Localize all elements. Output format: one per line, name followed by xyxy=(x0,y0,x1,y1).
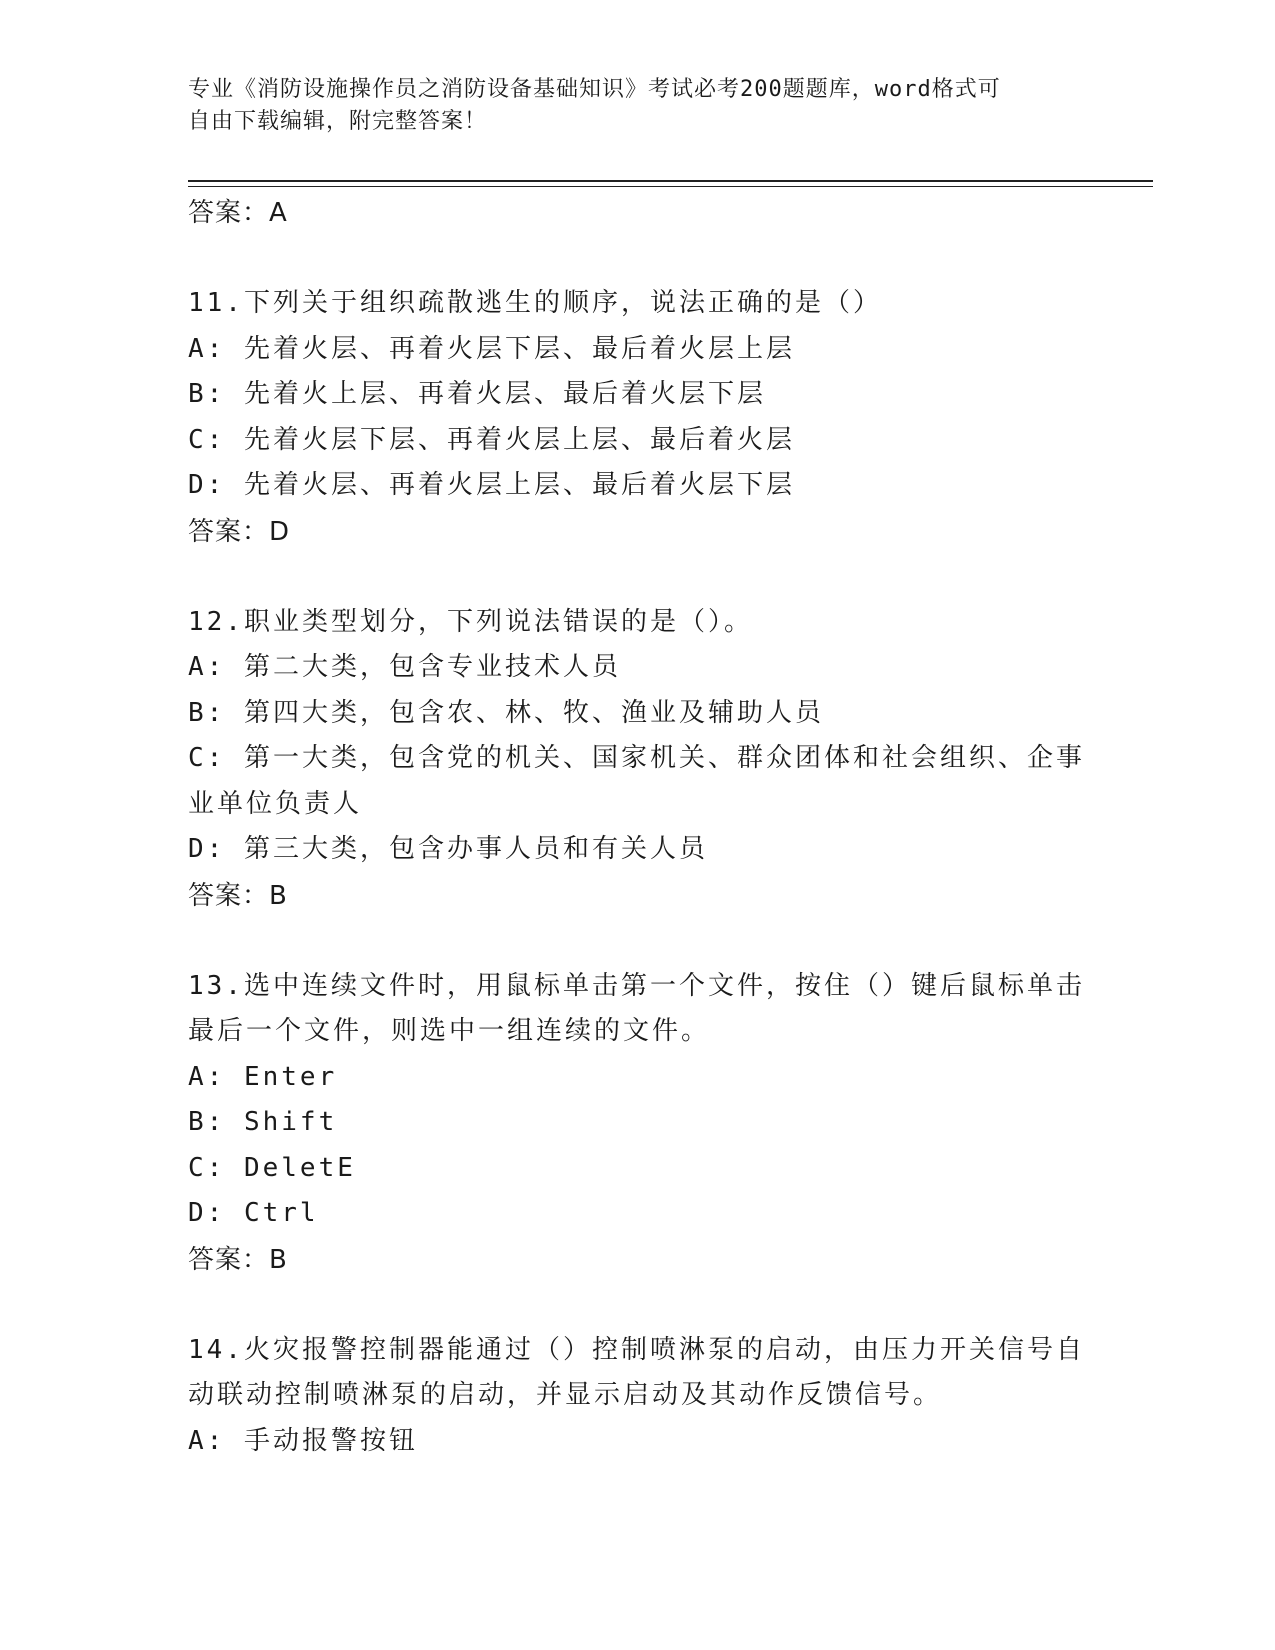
question-12-option-c: C: 第一大类，包含党的机关、国家机关、群众团体和社会组织、企事 xyxy=(188,743,1085,773)
question-12 xyxy=(188,600,1088,919)
question-14-stem-continued: 动联动控制喷淋泵的启动，并显示启动及其动作反馈信号。 xyxy=(188,1380,943,1410)
question-13-option-c: C: DeletE xyxy=(188,1152,356,1183)
question-13-option-d: D: Ctrl xyxy=(188,1198,319,1228)
header-line-1: 专业《消防设施操作员之消防设备基础知识》考试必考200题题库，word格式可 xyxy=(188,77,1001,102)
question-13-option-a: A: Enter xyxy=(188,1061,338,1092)
header-rule-thick xyxy=(188,180,1153,182)
answer-previous: 答案：A xyxy=(188,198,288,228)
document-header xyxy=(188,74,1068,138)
question-13-answer: 答案：B xyxy=(188,1244,288,1275)
spacer xyxy=(188,236,1088,281)
question-13-option-b: B: Shift xyxy=(188,1107,338,1137)
question-14-option-a: A: 手动报警按钮 xyxy=(188,1425,418,1456)
question-13 xyxy=(188,964,1088,1283)
question-14-stem: 14.火灾报警控制器能通过（）控制喷淋泵的启动，由压力开关信号自 xyxy=(188,1334,1085,1365)
question-12-answer: 答案：B xyxy=(188,880,288,911)
question-11 xyxy=(188,281,1088,555)
question-12-option-b: B: 第四大类，包含农、林、牧、渔业及辅助人员 xyxy=(188,697,824,728)
question-11-stem: 11.下列关于组织疏散逃生的顺序，说法正确的是（） xyxy=(188,288,882,318)
spacer xyxy=(188,555,1088,600)
question-11-option-a: A: 先着火层、再着火层下层、最后着火层上层 xyxy=(188,333,795,364)
question-11-option-d: D: 先着火层、再着火层上层、最后着火层下层 xyxy=(188,470,795,500)
header-rule-thin xyxy=(188,186,1153,187)
question-12-option-d: D: 第三大类，包含办事人员和有关人员 xyxy=(188,834,708,864)
question-14 xyxy=(188,1328,1088,1465)
question-11-option-b: B: 先着火上层、再着火层、最后着火层下层 xyxy=(188,379,766,409)
question-12-stem: 12.职业类型划分，下列说法错误的是（）。 xyxy=(188,606,753,637)
question-11-option-c: C: 先着火层下层、再着火层上层、最后着火层 xyxy=(188,424,795,455)
header-line-2: 自由下载编辑，附完整答案！ xyxy=(188,109,488,134)
question-12-option-c-continued: 业单位负责人 xyxy=(188,788,363,819)
question-11-answer: 答案：D xyxy=(188,516,291,547)
question-content xyxy=(188,190,1088,1464)
question-13-stem: 13.选中连续文件时，用鼠标单击第一个文件，按住（）键后鼠标单击 xyxy=(188,970,1085,1001)
question-13-stem-continued: 最后一个文件，则选中一组连续的文件。 xyxy=(188,1016,711,1046)
spacer xyxy=(188,1283,1088,1328)
spacer xyxy=(188,919,1088,964)
question-12-option-a: A: 第二大类，包含专业技术人员 xyxy=(188,652,621,682)
